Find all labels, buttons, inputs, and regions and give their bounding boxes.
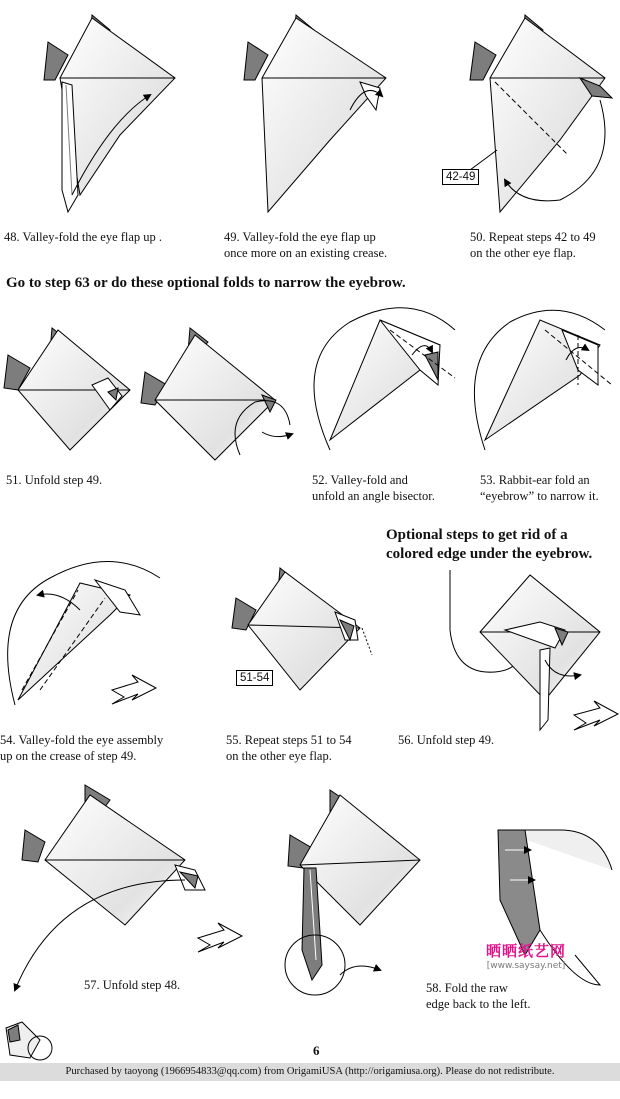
heading-optional-narrow: Go to step 63 or do these optional folds to narrow the eyebrow. [6, 275, 406, 291]
diagram-step-53 [474, 310, 612, 450]
diagram-step-57 [15, 785, 242, 990]
diagram-step-52 [314, 308, 455, 450]
caption-step-53: 53. Rabbit-ear fold an “eyebrow” to narrow it. [480, 473, 599, 503]
caption-step-52: 52. Valley-fold and unfold an angle bisector. [312, 473, 435, 503]
diagram-step-56 [450, 570, 618, 730]
page-number: 6 [313, 1043, 320, 1058]
caption-step-57: 57. Unfold step 48. [84, 978, 181, 992]
diagram-step-51 [4, 328, 130, 450]
ref-box-51-54: 51-54 [236, 670, 273, 686]
heading-optional-colored: Optional steps to get rid of a colored edge under the eyebrow. [386, 527, 593, 562]
footer-notice: Purchased by taoyong (1966954833@qq.com) from OrigamiUSA (http://origamiusa.org). Please do not redistribute. [0, 1063, 620, 1081]
caption-step-55: 55. Repeat steps 51 to 54 on the other eye flap. [226, 733, 352, 763]
caption-step-56: 56. Unfold step 49. [398, 733, 495, 747]
diagram-step-54 [8, 562, 160, 706]
diagram-step-57b [285, 790, 420, 995]
caption-step-54: 54. Valley-fold the eye assembly up on the crease of step 49. [0, 733, 164, 763]
diagram-step-50 [470, 15, 612, 212]
diagram-step-48 [44, 15, 175, 212]
caption-step-48: 48. Valley-fold the eye flap up . [4, 230, 163, 244]
caption-step-49: 49. Valley-fold the eye flap up once more on an existing crease. [224, 230, 388, 260]
diagram-corner-fish [6, 1022, 52, 1060]
diagram-step-51b [141, 328, 292, 460]
caption-step-58: 58. Fold the raw edge back to the left. [426, 981, 531, 1011]
watermark-url: [www.saysay.net] [486, 961, 566, 971]
watermark [486, 940, 566, 971]
caption-step-51: 51. Unfold step 49. [6, 473, 103, 487]
ref-box-42-49: 42-49 [442, 169, 479, 185]
caption-step-50: 50. Repeat steps 42 to 49 on the other eye flap. [470, 230, 596, 260]
diagram-step-49 [244, 15, 386, 212]
watermark-title: 晒晒纸艺网 [486, 942, 567, 960]
